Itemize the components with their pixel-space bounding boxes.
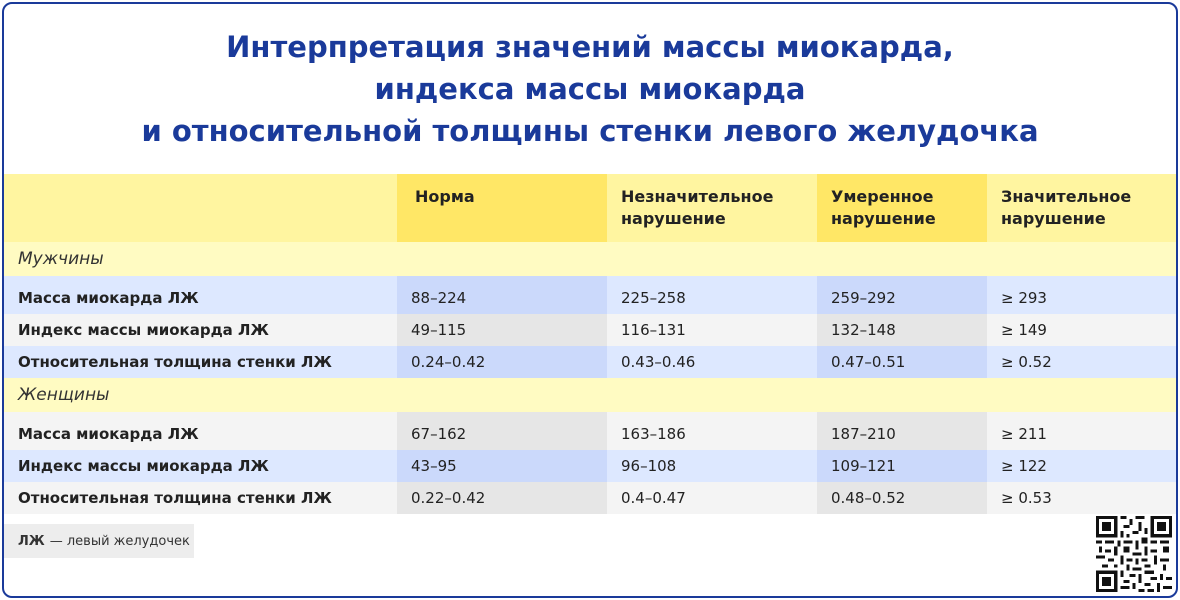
cell-norm: 0.24–0.42 [397, 346, 607, 378]
row-label: Индекс массы миокарда ЛЖ [4, 314, 397, 346]
footnote-abbr: ЛЖ [18, 533, 45, 549]
title-line-2: индекса массы миокарда [374, 72, 806, 106]
cell-mild: 0.43–0.46 [607, 346, 817, 378]
cell-severe: ≥ 0.53 [987, 482, 1176, 514]
cell-norm: 67–162 [397, 412, 607, 450]
group-header-women [4, 378, 1176, 412]
group-header-men [4, 242, 1176, 276]
cell-mild: 96–108 [607, 450, 817, 482]
title-line-3: и относительной толщины стенки левого желудочка [141, 114, 1039, 148]
cell-mild: 0.4–0.47 [607, 482, 817, 514]
cell-moderate: 187–210 [817, 412, 987, 450]
header-empty [4, 174, 397, 242]
header-norm: Норма [397, 174, 607, 242]
cell-moderate: 0.47–0.51 [817, 346, 987, 378]
row-label: Относительная толщина стенки ЛЖ [4, 482, 397, 514]
table-row [4, 314, 1176, 346]
cell-mild: 116–131 [607, 314, 817, 346]
cell-severe: ≥ 122 [987, 450, 1176, 482]
cell-norm: 49–115 [397, 314, 607, 346]
reference-table [4, 174, 1176, 514]
title-line-1: Интерпретация значений массы миокарда, [226, 30, 954, 64]
page-title [4, 26, 1176, 152]
table-row [4, 482, 1176, 514]
cell-severe: ≥ 211 [987, 412, 1176, 450]
table-row [4, 450, 1176, 482]
cell-mild: 225–258 [607, 276, 817, 314]
abbreviation-footnote [4, 524, 194, 558]
cell-norm: 88–224 [397, 276, 607, 314]
table-row [4, 412, 1176, 450]
table-header-row [4, 174, 1176, 242]
header-moderate: Умеренное нарушение [817, 174, 987, 242]
cell-moderate: 132–148 [817, 314, 987, 346]
footnote-text: — левый желудочек [49, 533, 190, 549]
qr-code-icon [1096, 516, 1172, 592]
row-label: Индекс массы миокарда ЛЖ [4, 450, 397, 482]
cell-moderate: 109–121 [817, 450, 987, 482]
cell-norm: 0.22–0.42 [397, 482, 607, 514]
cell-mild: 163–186 [607, 412, 817, 450]
cell-severe: ≥ 0.52 [987, 346, 1176, 378]
table-row [4, 346, 1176, 378]
group-label: Женщины [4, 378, 1176, 412]
row-label: Масса миокарда ЛЖ [4, 276, 397, 314]
infographic-card [2, 2, 1178, 598]
table-row [4, 276, 1176, 314]
header-mild: Незначительное нарушение [607, 174, 817, 242]
row-label: Относительная толщина стенки ЛЖ [4, 346, 397, 378]
group-label: Мужчины [4, 242, 1176, 276]
cell-severe: ≥ 293 [987, 276, 1176, 314]
cell-severe: ≥ 149 [987, 314, 1176, 346]
cell-norm: 43–95 [397, 450, 607, 482]
cell-moderate: 259–292 [817, 276, 987, 314]
row-label: Масса миокарда ЛЖ [4, 412, 397, 450]
header-severe: Значительное нарушение [987, 174, 1176, 242]
cell-moderate: 0.48–0.52 [817, 482, 987, 514]
